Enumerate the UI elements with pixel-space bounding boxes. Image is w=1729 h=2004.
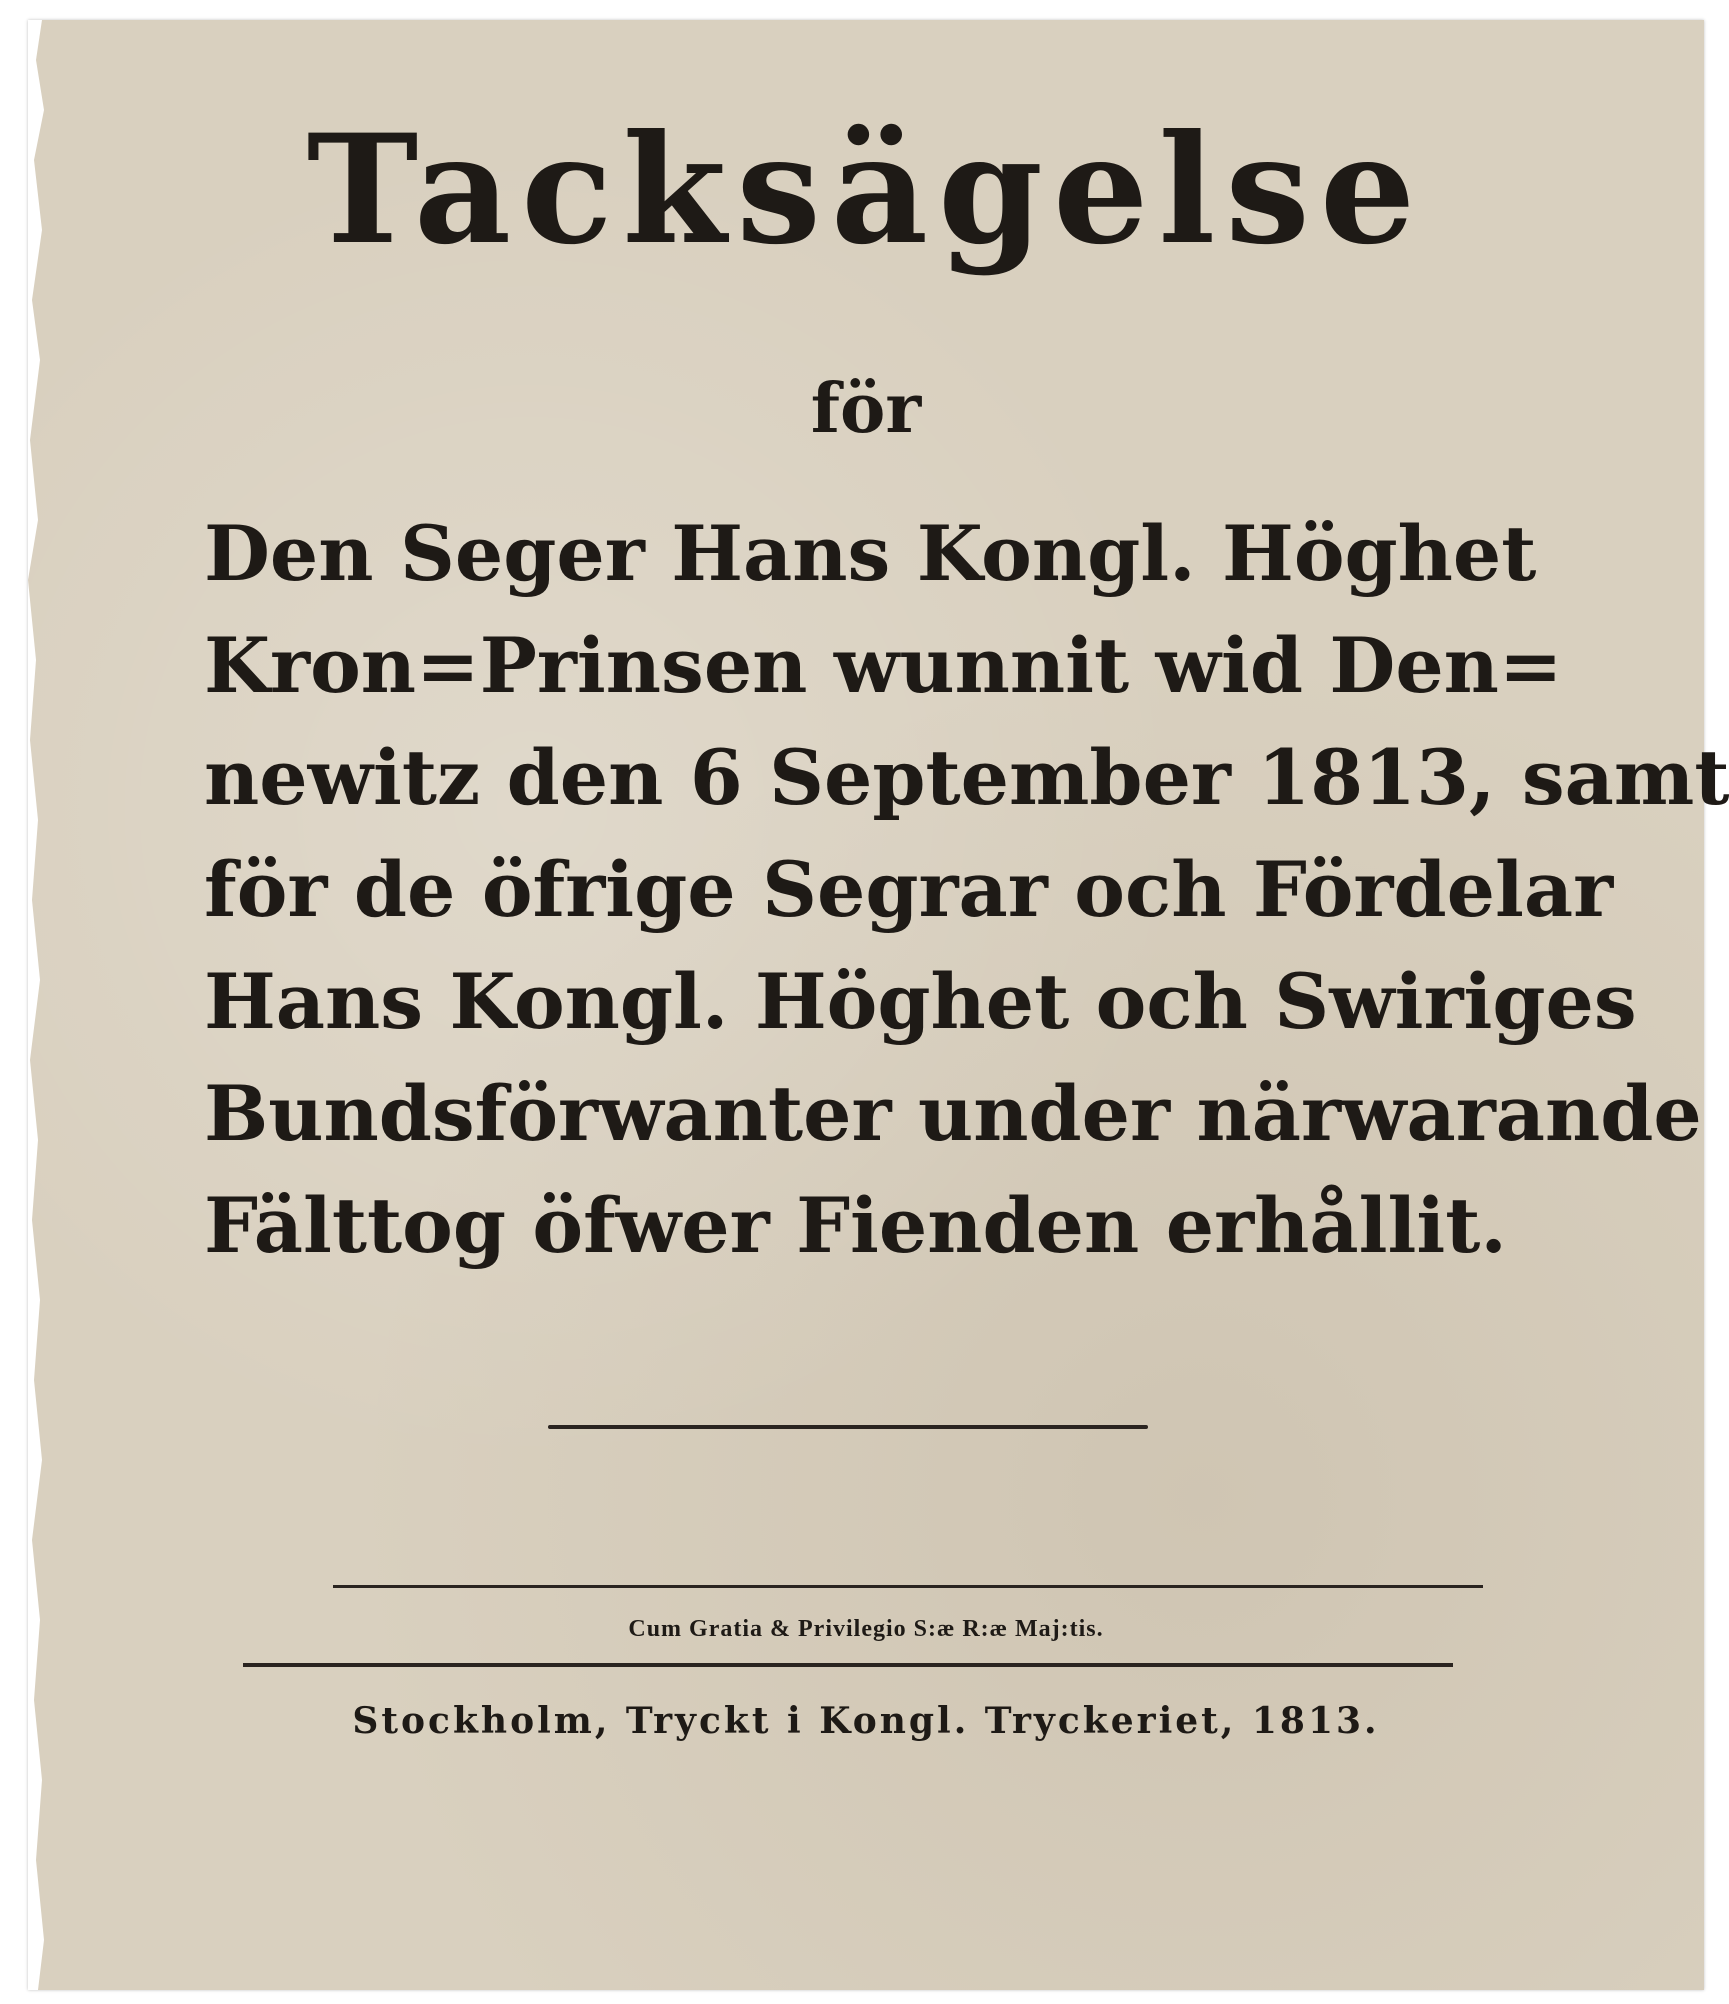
deckle-edge [28, 20, 58, 1990]
body-line: Kron=Prinsen wunnit wid Den= [204, 621, 1563, 710]
lower-rule [243, 1663, 1453, 1667]
body-line: för de öfrige Segrar och Fördelar [204, 845, 1614, 934]
document-body [204, 498, 1729, 1282]
body-line: Bundsförwanter under närwarande [204, 1069, 1702, 1158]
upper-rule [333, 1585, 1483, 1588]
document-subtitle: för [810, 369, 922, 449]
document-page [28, 20, 1729, 1990]
ornamental-rule [548, 1425, 1148, 1429]
privilege-line: Cum Gratia & Privilegio S:æ R:æ Maj:tis. [628, 1616, 1104, 1642]
body-line: Fälttog öfwer Fienden erhållit. [204, 1181, 1507, 1270]
imprint-line: Stockholm, Tryckt i Kongl. Tryckeriet, 1813. [352, 1700, 1380, 1742]
body-line: Hans Kongl. Höghet och Swiriges [204, 957, 1637, 1046]
body-line: newitz den 6 September 1813, samt [204, 733, 1729, 822]
body-line: Den Seger Hans Kongl. Höghet [204, 509, 1537, 598]
document-title: Tacksägelse [306, 102, 1426, 278]
